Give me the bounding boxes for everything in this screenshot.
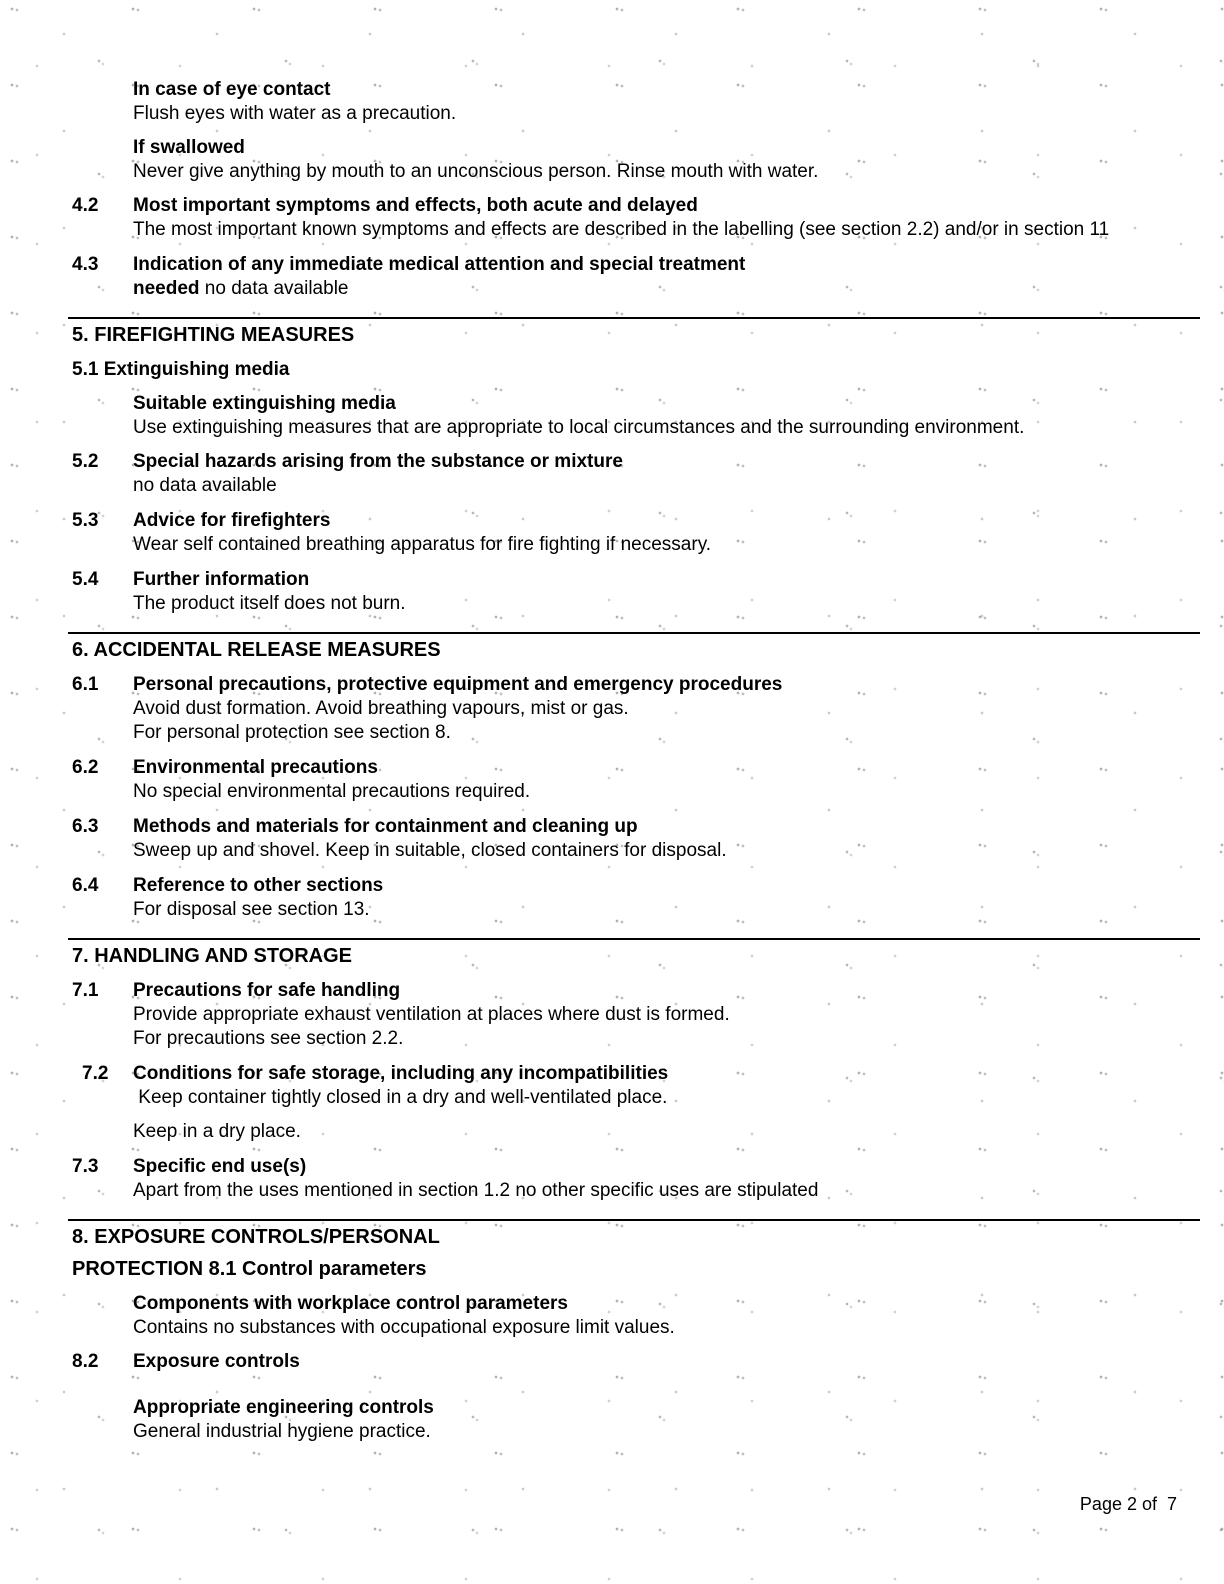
item-6-1-heading: Personal precautions, protective equipment and emergency procedures [133, 674, 783, 695]
suitable-media-heading: Suitable extinguishing media [133, 393, 396, 414]
eye-contact-body: Flush eyes with water as a precaution. [133, 103, 457, 124]
item-5-3-body: Wear self contained breathing apparatus for fire fighting if necessary. [133, 534, 712, 555]
item-5-4-content [133, 568, 1180, 616]
item-4-3-body-inline: no data available [199, 278, 349, 299]
components-heading: Components with workplace control parameters [133, 1293, 568, 1314]
item-5-2-content [133, 450, 1180, 498]
item-4-2-heading: Most important symptoms and effects, both acute and delayed [133, 195, 698, 216]
section-5-title: 5. FIREFIGHTING MEASURES [72, 324, 355, 346]
item-5-2 [72, 450, 1180, 498]
item-6-4 [72, 874, 1180, 922]
item-5-3-heading: Advice for firefighters [133, 510, 331, 531]
item-suitable-media [133, 392, 1180, 440]
item-5-4-body: The product itself does not burn. [133, 593, 406, 614]
item-4-3-content [133, 253, 1180, 301]
item-4-2-number: 4.2 [72, 195, 99, 216]
item-6-1-body-line2: For personal protection see section 8. [133, 722, 451, 743]
components-body: Contains no substances with occupational exposure limit values. [133, 1317, 675, 1338]
item-4-2 [72, 194, 1180, 242]
section-6-title: 6. ACCIDENTAL RELEASE MEASURES [72, 639, 441, 661]
item-6-2-content [133, 756, 1180, 804]
item-4-3-heading-line1: Indication of any immediate medical attention and special treatment [133, 254, 746, 275]
section-8-title-line1: 8. EXPOSURE CONTROLS/PERSONAL [72, 1226, 440, 1248]
section-7-title: 7. HANDLING AND STORAGE [72, 945, 353, 967]
item-6-4-heading: Reference to other sections [133, 875, 384, 896]
item-7-2-content [133, 1062, 1180, 1144]
item-5-4-number: 5.4 [72, 569, 99, 590]
item-7-2-body-line1: Keep container tightly closed in a dry and well-ventilated place. [133, 1087, 668, 1108]
item-5-4-heading: Further information [133, 569, 310, 590]
engineering-controls-heading: Appropriate engineering controls [133, 1397, 434, 1418]
item-7-3-content [133, 1155, 1180, 1203]
item-6-1-content [133, 673, 1180, 745]
item-4-2-content [133, 194, 1180, 242]
item-6-2-heading: Environmental precautions [133, 757, 378, 778]
item-7-1-body-line1: Provide appropriate exhaust ventilation at places where dust is formed. [133, 1004, 730, 1025]
item-7-2-number: 7.2 [82, 1063, 109, 1084]
item-5-4 [72, 568, 1180, 616]
item-7-1 [72, 979, 1180, 1051]
item-4-3-number: 4.3 [72, 254, 99, 275]
item-5-2-heading: Special hazards arising from the substance or mixture [133, 451, 623, 472]
item-5-3-content [133, 509, 1180, 557]
item-components [133, 1292, 1180, 1340]
item-7-3-number: 7.3 [72, 1156, 99, 1177]
item-6-4-body: For disposal see section 13. [133, 899, 370, 920]
item-4-3-heading-line2-bold: needed [133, 278, 200, 299]
item-7-3-heading: Specific end use(s) [133, 1156, 307, 1177]
item-6-3-content [133, 815, 1180, 863]
item-6-1-number: 6.1 [72, 674, 99, 695]
if-swallowed-heading: If swallowed [133, 137, 245, 158]
item-4-2-body: The most important known symptoms and effects are described in the labelling (see section 2.2) and/or in section 11 [133, 219, 1110, 240]
item-5-3 [72, 509, 1180, 557]
item-5-3-number: 5.3 [72, 510, 99, 531]
if-swallowed-body: Never give anything by mouth to an unconscious person. Rinse mouth with water. [133, 161, 819, 182]
item-6-3-number: 6.3 [72, 816, 99, 837]
eye-contact-heading: In case of eye contact [133, 79, 331, 100]
item-6-3-heading: Methods and materials for containment and cleaning up [133, 816, 638, 837]
section-divider [68, 317, 1200, 319]
item-7-2-heading: Conditions for safe storage, including any incompatibilities [133, 1063, 669, 1084]
item-7-1-content [133, 979, 1180, 1051]
item-6-2 [72, 756, 1180, 804]
item-8-2-content [133, 1350, 1180, 1374]
item-6-4-content [133, 874, 1180, 922]
section-5-1-title: 5.1 Extinguishing media [72, 359, 290, 380]
item-6-1-body-line1: Avoid dust formation. Avoid breathing vapours, mist or gas. [133, 698, 629, 719]
item-8-2 [72, 1350, 1180, 1374]
item-engineering-controls [133, 1396, 1180, 1444]
item-5-2-number: 5.2 [72, 451, 99, 472]
item-7-3 [72, 1155, 1180, 1203]
item-6-2-number: 6.2 [72, 757, 99, 778]
section-divider [68, 938, 1200, 940]
engineering-controls-body: General industrial hygiene practice. [133, 1421, 431, 1442]
item-7-2-body-line2: Keep in a dry place. [133, 1121, 301, 1142]
item-4-3 [72, 253, 1180, 301]
item-if-swallowed [133, 136, 1180, 184]
item-7-2 [72, 1062, 1180, 1144]
item-8-2-heading: Exposure controls [133, 1351, 300, 1372]
item-5-2-body: no data available [133, 475, 277, 496]
item-6-4-number: 6.4 [72, 875, 99, 896]
item-7-3-body: Apart from the uses mentioned in section 1.2 no other specific uses are stipulated [133, 1180, 819, 1201]
item-6-3-body: Sweep up and shovel. Keep in suitable, closed containers for disposal. [133, 840, 727, 861]
suitable-media-body: Use extinguishing measures that are appropriate to local circumstances and the surrounding environment. [133, 417, 1025, 438]
page-number-label: Page 2 of 7 [1079, 1494, 1177, 1514]
item-6-3 [72, 815, 1180, 863]
item-eye-contact [133, 78, 1180, 126]
item-7-1-number: 7.1 [72, 980, 99, 1001]
section-divider [68, 1219, 1200, 1221]
item-7-1-body-line2: For precautions see section 2.2. [133, 1028, 404, 1049]
item-8-2-number: 8.2 [72, 1351, 99, 1372]
item-6-2-body: No special environmental precautions required. [133, 781, 531, 802]
section-divider [68, 632, 1200, 634]
item-7-1-heading: Precautions for safe handling [133, 980, 401, 1001]
item-6-1 [72, 673, 1180, 745]
item-4-3-heading-line2 [133, 277, 1180, 301]
section-8-title-line2: PROTECTION 8.1 Control parameters [72, 1258, 427, 1280]
